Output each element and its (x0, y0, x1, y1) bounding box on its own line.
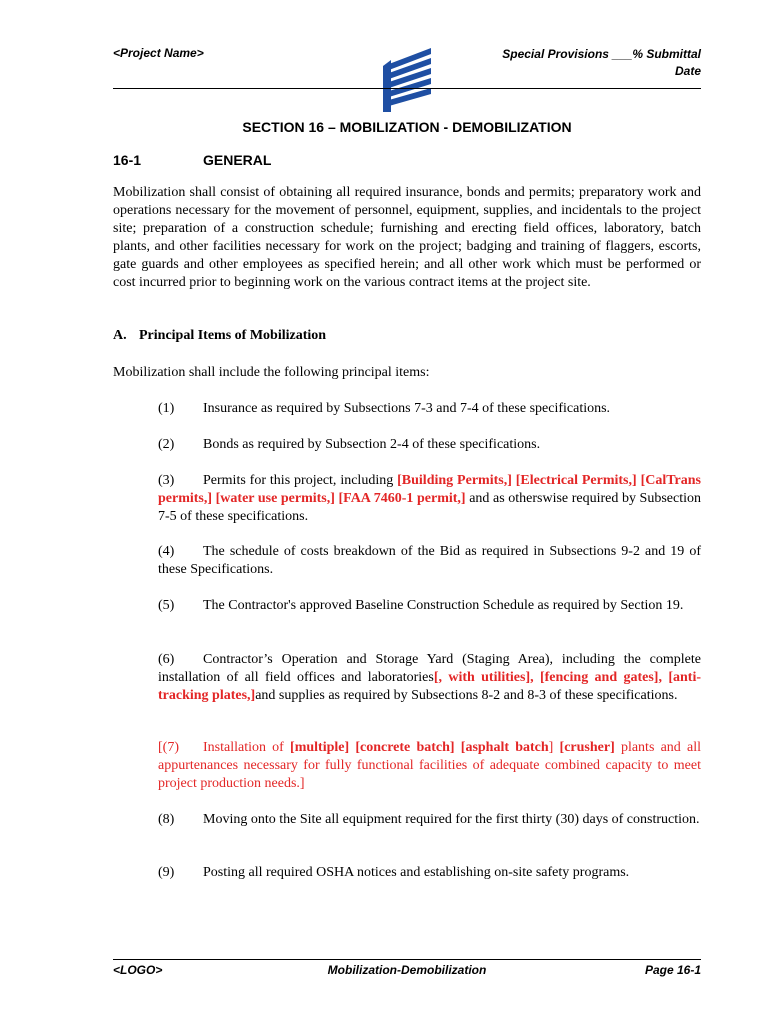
footer-page-number: Page 16-1 (644, 963, 701, 977)
header-rule (113, 88, 701, 89)
item-text: Moving onto the Site all equipment required for the first thirty (30) days of construction. (203, 812, 700, 827)
item-number: (4) (158, 544, 175, 559)
lead-in-text: Mobilization shall include the following principal items: (113, 365, 430, 380)
section-title: SECTION 16 – MOBILIZATION - DEMOBILIZATION (242, 119, 572, 135)
footer-rule (113, 959, 701, 960)
item-text: The schedule of costs breakdown of the Bid as required in Subsections 9-2 and 19 of these Specifications. (158, 544, 701, 577)
bracketed-crusher: [crusher] (559, 740, 615, 755)
list-item (158, 597, 701, 615)
item-number: (5) (158, 598, 175, 613)
subsection-a-letter: A. (113, 328, 127, 343)
item-number: (8) (158, 812, 175, 827)
list-item (158, 436, 701, 454)
intro-paragraph: Mobilization shall consist of obtaining all required insurance, bonds and permits; preparatory work and operations necessary for the movement of personnel, equipment, supplies, and incidentals to the project site; preparation of a construction schedule; furnishing and erecting field offices, laboratory, batch plants, and other facilities necessary for work on the project; badging and training of flaggers, escorts, gate guards and other employees as specified herein; and all other work which must be performed or cost incurred prior to beginning work on the various contract items at the project site. (113, 185, 701, 290)
header-submittal-info (502, 46, 701, 80)
list-item (158, 651, 701, 705)
item-text: Posting all required OSHA notices and establishing on-site safety programs. (203, 865, 630, 880)
list-item-optional (158, 739, 701, 793)
footer-section-name: Mobilization-Demobilization (327, 963, 487, 977)
item-text: The Contractor's approved Baseline Construction Schedule as required by Section 19. (203, 598, 684, 613)
item-text-cont: plants and all appurtenances necessary for fully functional facilities of adequate combined capacity to meet project production needs.] (158, 740, 701, 791)
item-text-cont: and as otherswise required by Subsection 7-5 of these specifications. (158, 491, 701, 524)
item-number: (3) (158, 473, 175, 488)
list-item (158, 543, 701, 579)
bracketed-permits: [Building Permits,] [Electrical Permits,] [CalTrans permits,] [water use permits,] [FAA 7460-1 permit,] (158, 473, 701, 506)
footer-logo-placeholder: <LOGO> (113, 963, 163, 977)
item-text: Insurance as required by Subsections 7-3 and 7-4 of these specifications. (203, 401, 611, 416)
item-text: Bonds as required by Subsection 2-4 of these specifications. (203, 437, 541, 452)
list-item (158, 472, 701, 526)
subsection-a-title: Principal Items of Mobilization (139, 328, 327, 343)
bracketed-plant-types: [multiple] [concrete batch] [asphalt batch (290, 740, 549, 755)
header-date: Date (674, 64, 701, 78)
subsection-title: GENERAL (203, 152, 272, 168)
list-item (158, 811, 701, 829)
item-text: Installation of (203, 740, 291, 755)
bracketed-yard-options: [, with utilities], [fencing and gates], [anti-tracking plates,] (158, 670, 701, 703)
header-submittal: Special Provisions ___% Submittal (502, 47, 701, 61)
subsection-number: 16-1 (113, 152, 142, 168)
item-number: (6) (158, 652, 175, 667)
item-text: Contractor’s Operation and Storage Yard (Staging Area), including the complete installation of all field offices and laboratories (158, 652, 701, 685)
subsection-a-heading (113, 328, 326, 344)
company-logo (381, 46, 433, 112)
item-text: Permits for this project, including (203, 473, 398, 488)
list-item (158, 400, 701, 418)
item-text-sep: ] (548, 740, 560, 755)
header-project-name: <Project Name> (113, 46, 204, 60)
item-number: (2) (158, 437, 175, 452)
list-item (158, 864, 701, 882)
item-number: (9) (158, 865, 175, 880)
item-number: [(7) (158, 740, 179, 755)
item-text-cont: and supplies as required by Subsections 8-2 and 8-3 of these specifications. (255, 688, 678, 703)
item-number: (1) (158, 401, 175, 416)
